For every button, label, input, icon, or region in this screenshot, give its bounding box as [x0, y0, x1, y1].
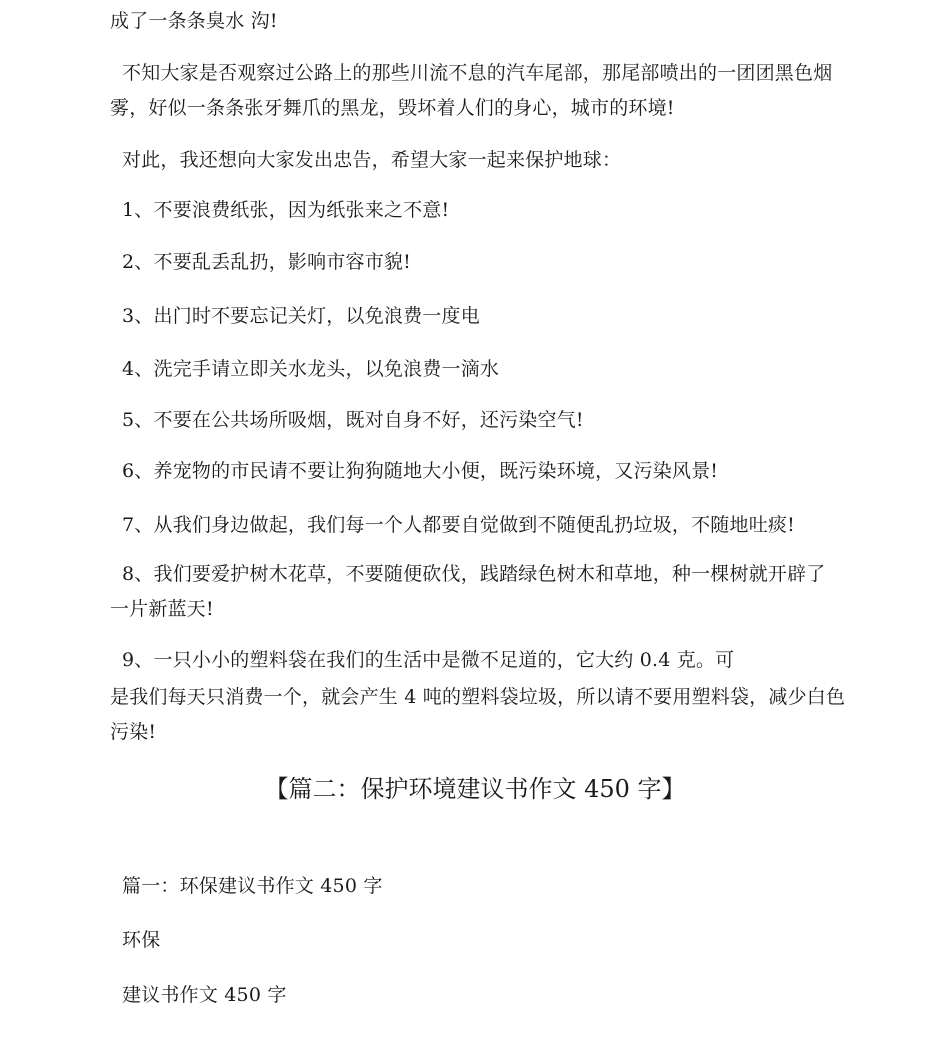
list-item: 9、一只小小的塑料袋在我们的生活中是微不足道的，它大约 0.4 克。可 — [122, 649, 735, 671]
list-item: 6、养宠物的市民请不要让狗狗随地大小便，既污染环境，又污染风景! — [122, 460, 719, 482]
list-item: 1、不要浪费纸张，因为纸张来之不意! — [122, 199, 450, 221]
paragraph-line: 雾，好似一条条张牙舞爪的黑龙，毁坏着人们的身心，城市的环境! — [110, 97, 675, 119]
list-item: 2、不要乱丢乱扔，影响市容市貌! — [122, 251, 411, 273]
list-item: 5、不要在公共场所吸烟，既对自身不好，还污染空气! — [122, 409, 584, 431]
text-line: 篇一：环保建议书作文 450 字 — [122, 875, 383, 897]
list-item: 8、我们要爱护树木花草，不要随便砍伐，践踏绿色树木和草地，种一棵树就开辟了 — [122, 563, 826, 585]
paragraph-line: 不知大家是否观察过公路上的那些川流不息的汽车尾部，那尾部喷出的一团团黑色烟 — [122, 62, 833, 84]
list-item: 3、出门时不要忘记关灯，以免浪费一度电 — [122, 305, 480, 327]
list-item: 4、洗完手请立即关水龙头，以免浪费一滴水 — [122, 358, 500, 380]
text-line: 建议书作文 450 字 — [122, 984, 287, 1006]
list-item: 7、从我们身边做起，我们每一个人都要自觉做到不随便乱扔垃圾，不随地吐痰! — [122, 514, 795, 536]
list-item-continuation: 是我们每天只消费一个，就会产生 4 吨的塑料袋垃圾，所以请不要用塑料袋，减少白色 — [110, 686, 846, 708]
text-line: 成了一条条臭水 沟! — [110, 10, 278, 32]
text-line: 环保 — [122, 929, 161, 951]
list-item-continuation: 一片新蓝天! — [110, 598, 214, 620]
list-item-continuation: 污染! — [110, 721, 157, 743]
section-heading: 【篇二：保护环境建议书作文 450 字】 — [264, 775, 686, 803]
paragraph-line: 对此，我还想向大家发出忠告，希望大家一起来保护地球： — [122, 149, 622, 171]
